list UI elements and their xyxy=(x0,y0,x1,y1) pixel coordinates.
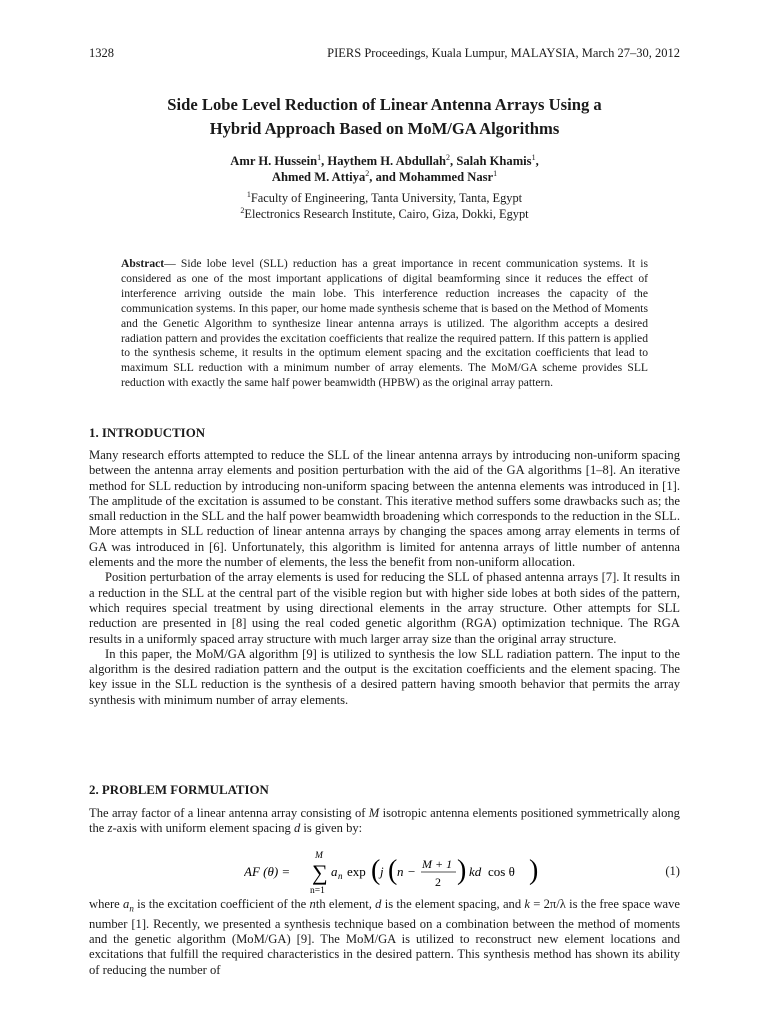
equation-formula xyxy=(244,848,544,896)
paper-title xyxy=(89,93,680,141)
section-heading-introduction: 1. INTRODUCTION xyxy=(89,426,206,440)
math-var: M xyxy=(368,806,380,820)
text-run: = 2π/λ is the free space wave number [1]. Recently, we presented a synthesis technique based on a combination between the method of moments and the genetic algorithm (MoM/GA) [9]. The MoM/GA is utilized to reconstruct new element locations and excitations that fulfill the required characteristics in the desired pattern. This synthesis method has shown its ability of reducing the number of xyxy=(89,897,681,977)
affiliation-2 xyxy=(89,206,680,222)
author-separator: , xyxy=(450,154,457,168)
affiliation-1 xyxy=(89,190,680,206)
eq-paren-open: ( xyxy=(371,855,381,886)
author-affil-mark: 2 xyxy=(446,153,451,162)
section-heading-problem-formulation: 2. PROBLEM FORMULATION xyxy=(89,783,269,797)
formulation-intro xyxy=(89,806,680,837)
abstract-dash: — xyxy=(164,257,181,270)
conference-name: PIERS Proceedings, Kuala Lumpur, MALAYSIA, March 27–30, 2012 xyxy=(327,46,680,60)
author: Salah Khamis xyxy=(456,154,532,168)
eq-sum-sign: ∑ xyxy=(312,860,328,885)
page-header xyxy=(89,46,680,62)
text-run: isotropic antenna elements positioned symmetrically along the xyxy=(89,806,680,836)
affil-mark: 2 xyxy=(240,206,245,215)
eq-exp: exp xyxy=(347,864,366,879)
eq-kd: kd xyxy=(469,864,482,879)
page-number: 1328 xyxy=(89,46,114,60)
equation-1 xyxy=(89,848,680,896)
math-var: d xyxy=(375,897,382,911)
eq-cos: cos θ xyxy=(488,864,515,879)
affil-text: Faculty of Engineering, Tanta University, Tanta, Egypt xyxy=(250,191,523,205)
formulation-body xyxy=(89,897,680,978)
author-affil-mark: 1 xyxy=(493,169,498,178)
affil-text: Electronics Research Institute, Cairo, Giza, Dokki, Egypt xyxy=(244,207,529,221)
author: Ahmed M. Attiya xyxy=(271,170,366,184)
affil-mark: 1 xyxy=(246,190,251,199)
text-run: where xyxy=(89,897,124,911)
eq-numerator: M + 1 xyxy=(422,857,453,871)
author-line-1 xyxy=(89,153,680,169)
eq-coef-sub: n xyxy=(338,871,343,881)
paragraph: Position perturbation of the array elements is used for reducing the SLL of phased antenna arrays [7]. It results in a reduction in the SLL at the central part of the visible region but with higher side lobes at both sides of the pattern, which requires special treatment by using directional elements in the array structure. Other attempts for SLL reduction are presented in [8] using the real coded genetic algorithm (RGA) optimization technique. The RGA results in a uniformly spaced array structure with much larger array size than the original array structure. xyxy=(89,570,680,646)
math-var: a xyxy=(123,897,130,911)
text-run: is the element spacing, and xyxy=(381,897,525,911)
paragraph xyxy=(89,806,680,837)
math-var: z xyxy=(107,821,113,836)
eq-sum-upper: M xyxy=(315,851,323,861)
abstract-label: Abstract xyxy=(121,257,165,270)
paragraph xyxy=(89,897,680,978)
author-affil-mark: 2 xyxy=(365,169,370,178)
eq-paren-close: ) xyxy=(529,855,539,886)
eq-paren-close-inner: ) xyxy=(457,855,467,886)
title-line-2: Hybrid Approach Based on MoM/GA Algorithms xyxy=(209,119,560,138)
paragraph: In this paper, the MoM/GA algorithm [9] is utilized to synthesis the low SLL radiation pattern. The input to the algorithm is the desired radiation pattern and the output is the excitation coefficients and the element spacing. The key issue in the SLL reduction is the synthesis of a desired pattern having smooth behavior that permits the array synthesis with minimum number of array elements. xyxy=(89,646,680,707)
math-var: n xyxy=(309,897,316,911)
author: Haythem H. Abdullah xyxy=(327,154,447,168)
eq-coef: a xyxy=(331,864,338,879)
eq-denominator: 2 xyxy=(435,875,441,889)
eq-lhs: AF (θ) = xyxy=(244,864,291,879)
text-run: -axis with uniform element spacing xyxy=(112,821,294,836)
text-run: th element, xyxy=(315,897,376,911)
math-var: d xyxy=(293,821,301,836)
author-separator: , xyxy=(321,154,328,168)
introduction-body xyxy=(89,448,680,708)
author-list xyxy=(89,153,680,185)
author-separator: , and xyxy=(369,170,400,184)
math-var: k xyxy=(524,897,530,911)
author: Mohammed Nasr xyxy=(399,170,494,184)
eq-paren-open-inner: ( xyxy=(388,855,398,886)
text-run: is given by: xyxy=(300,821,363,836)
eq-n: n xyxy=(397,864,404,879)
title-line-1: Side Lobe Level Reduction of Linear Antenna Arrays Using a xyxy=(167,95,602,114)
author-line-2 xyxy=(89,169,680,185)
abstract xyxy=(121,257,648,391)
paragraph: Many research efforts attempted to reduce the SLL of the linear antenna arrays by introducing non-uniform spacing between the antenna array elements and position perturbation with the aid of the GA algorithms [1–8]. An iterative method for SLL reduction by introducing non-uniform spacing between the antenna elements was introduced in [1]. The amplitude of the excitation is assumed to be constant. This iterative method suffers some drawbacks such as; the small reduction in the SLL and the half power beamwidth broadening which corresponds to the reduction in the SLL. More attempts in SLL reduction of linear antenna arrays by changing the spaces among array elements in terms of GA was introduced in [6]. Unfortunately, this algorithm is limited for antenna arrays of little number of antenna elements and the more the number of elements, the less the benefit from non-uniform allocation. xyxy=(89,448,680,570)
eq-minus: − xyxy=(408,864,416,879)
text-run: The array factor of a linear antenna array consisting of xyxy=(89,806,369,820)
equation-number: (1) xyxy=(665,864,680,878)
author-affil-mark: 1 xyxy=(317,153,322,162)
math-sub: n xyxy=(129,903,134,914)
eq-sum-lower: n=1 xyxy=(310,886,325,896)
author-separator: , xyxy=(535,154,539,168)
author: Amr H. Hussein xyxy=(230,154,318,168)
abstract-text: Side lobe level (SLL) reduction has a great importance in recent communication systems. It is considered as one of the most important applications of digital beamforming since it reduces the effect of interference arriving outside the main lobe. This interference reduction increases the capacity of the communication systems. In this paper, our home made synthesis scheme that is based on the Method of Moments and the Genetic Algorithm to synthesize linear antenna arrays is utilized. The algorithm accepts a desired radiation pattern and provides the excitation coefficients that realize the required pattern. If this pattern is applied to the synthesis scheme, it results in the optimum element spacing and the excitation coefficients that lead to maximum SLL reduction with a minimum number of array elements. The MoM/GA scheme provides SLL reduction with exactly the same half power beamwidth (HPBW) as the original array pattern. xyxy=(121,257,648,390)
eq-j: j xyxy=(380,864,384,879)
text-run: is the excitation coefficient of the xyxy=(133,897,310,911)
author-affil-mark: 1 xyxy=(531,153,536,162)
affiliations xyxy=(89,190,680,222)
